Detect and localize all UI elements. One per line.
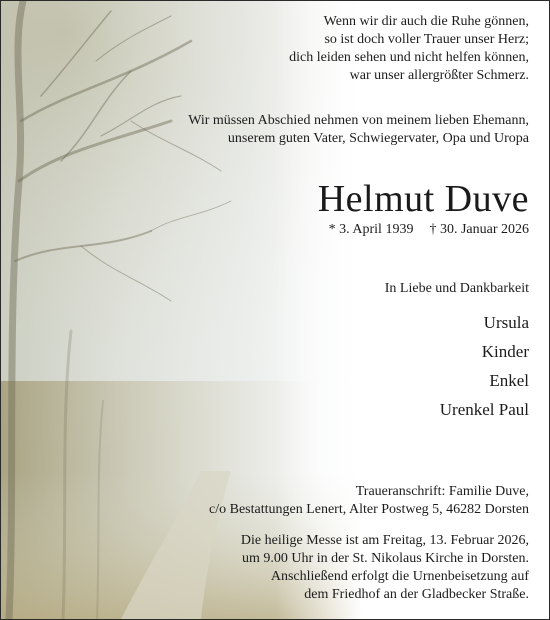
deceased-name: Helmut Duve <box>317 178 529 220</box>
poem-line: Wenn wir dir auch die Ruhe gönnen, <box>323 14 529 29</box>
poem-line: dich leiden sehen und nicht helfen können, <box>289 50 529 65</box>
intro-line: unserem guten Vater, Schwiegervater, Opa und Uropa <box>227 131 529 146</box>
mourners-heading-text: In Liebe und Dankbarkeit <box>384 281 529 296</box>
address-line: Traueranschrift: Familie Duve, <box>355 484 529 499</box>
notice-text-area <box>21 1 529 619</box>
mourners-heading <box>385 280 529 298</box>
life-dates <box>329 221 529 239</box>
memorial-poem <box>289 13 529 85</box>
mourner-name: Ursula <box>483 313 529 332</box>
farewell-intro <box>188 112 529 148</box>
intro-line: Wir müssen Abschied nehmen von meinem lieben Ehemann, <box>188 113 529 128</box>
service-line: Anschließend erfolgt die Urnenbeisetzung auf <box>270 569 529 584</box>
mourning-address <box>209 483 529 519</box>
service-line: Die heilige Messe ist am Freitag, 13. Februar 2026, <box>240 533 529 548</box>
death-date: † 30. Januar 2026 <box>429 222 529 237</box>
mourners-list <box>440 308 529 424</box>
birth-date: * 3. April 1939 <box>328 222 414 237</box>
mourner-name: Urenkel Paul <box>439 400 529 419</box>
mourner-name: Enkel <box>489 371 529 390</box>
service-line: um 9.00 Uhr in der St. Nikolaus Kirche in Dorsten. <box>242 551 529 566</box>
service-details <box>241 532 529 604</box>
poem-line: so ist doch voller Trauer unser Herz; <box>324 32 529 47</box>
poem-line: war unser allergrößter Schmerz. <box>349 68 529 83</box>
service-line: dem Friedhof an der Gladbecker Straße. <box>304 587 529 602</box>
address-line: c/o Bestattungen Lenert, Alter Postweg 5, 46282 Dorsten <box>209 502 529 517</box>
mourner-name: Kinder <box>481 342 529 361</box>
